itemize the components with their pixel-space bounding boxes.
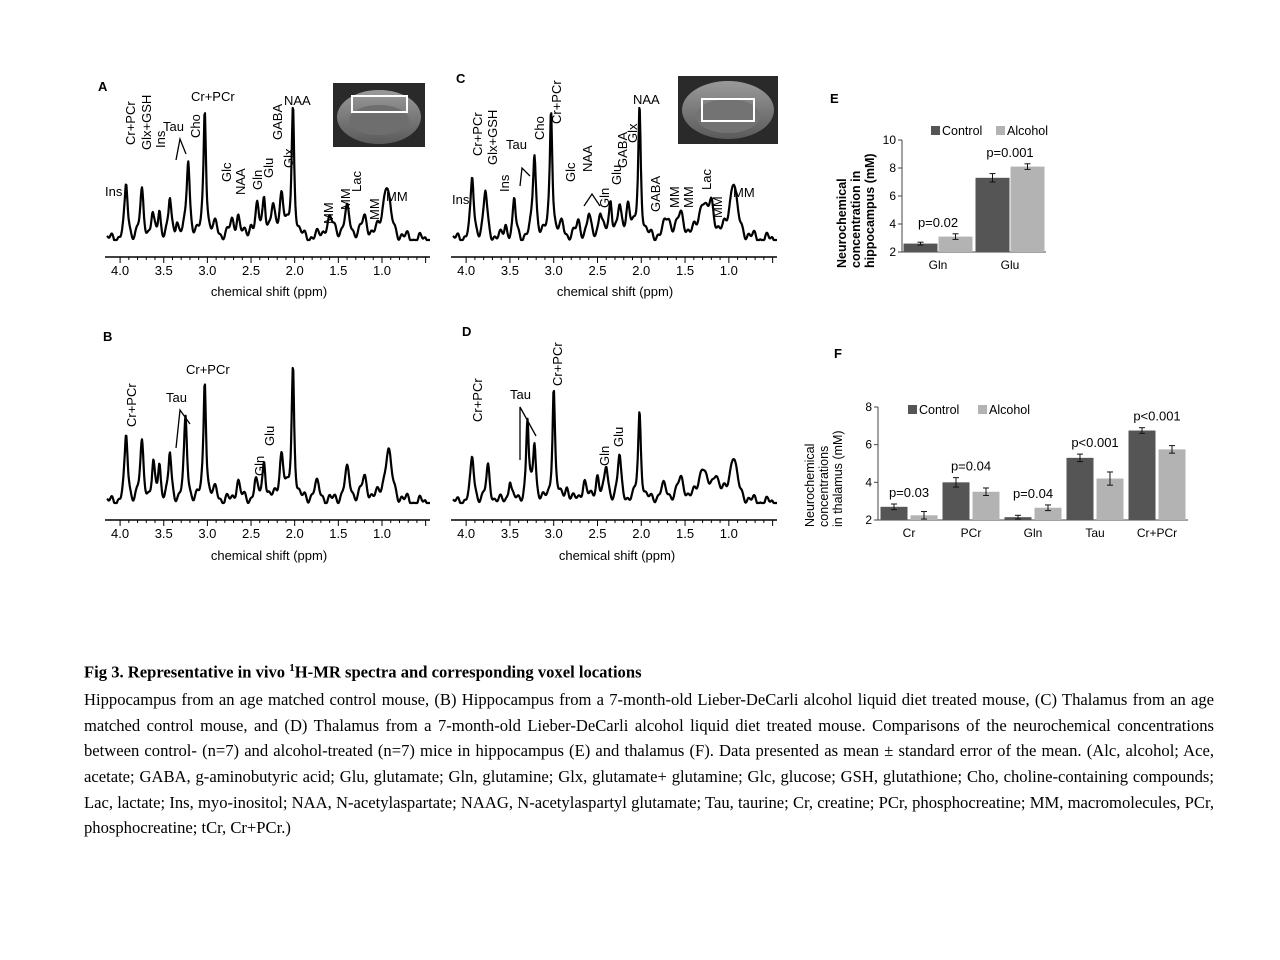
spectrum-a-xlabel: chemical shift (ppm) [210, 284, 328, 299]
panel-letter-c: C [456, 71, 466, 86]
peak-label-gln: Gln [250, 169, 265, 190]
chart-e-ylabel-line-2: concentration in [849, 170, 863, 268]
chart-e-plot [883, 133, 1046, 272]
peak-label-crpcr-top: Cr+PCr [186, 362, 230, 377]
caption-title [84, 656, 1214, 685]
peak-label-mm-1: MM [321, 202, 336, 224]
peak-label-glu: Glu [262, 425, 277, 446]
peak-label-glu: Glu [261, 157, 276, 178]
peak-label-mm-2: MM [681, 186, 696, 208]
peak-label-cho: Cho [188, 114, 203, 138]
peak-label-tau: Tau [510, 387, 531, 402]
chart-f-ylabel-line-3: in thalamus (mM) [831, 430, 845, 527]
peak-labels-b [124, 362, 277, 476]
axis-tick-label: 1.5 [676, 263, 695, 278]
panel-letter-b: B [103, 329, 113, 344]
chart-e-ylabel [835, 153, 877, 268]
voxel-image-hippocampus-control [333, 83, 425, 147]
caption-title-superscript: 1 [289, 662, 295, 674]
panel-letter-f: F [834, 346, 842, 361]
category-label: Gln [928, 258, 948, 272]
bar-control [1067, 458, 1094, 520]
peak-label-crpcr-top: Cr+PCr [550, 342, 565, 386]
peak-label-mm-3: MM [710, 196, 725, 218]
axis-tick-label: 2.5 [588, 263, 607, 278]
axis-tick-label: 2.5 [242, 263, 261, 278]
peak-label-naa-vertical: NAA [233, 168, 248, 195]
peak-label-gaba: GABA [615, 131, 630, 168]
peak-label-mm-3: MM [367, 198, 382, 220]
peak-label-tau: Tau [506, 137, 527, 152]
y-tick-label: 6 [889, 189, 896, 203]
peak-label-ins: Ins [452, 192, 470, 207]
peak-label-glu: Glu [609, 164, 624, 185]
chart-f-ylabel-line-1: Neurochemical [803, 443, 817, 527]
bar-alcohol [1159, 449, 1186, 520]
peak-label-glx-gsh: Glx+GSH [485, 109, 500, 165]
chart-f-legend-swatch-alcohol [978, 405, 987, 414]
axis-tick-label: 4.0 [457, 526, 476, 541]
axis-tick-label: 1.5 [676, 526, 695, 541]
peak-label-mm-1: MM [667, 186, 682, 208]
voxel-image-thalamus-control [678, 76, 778, 144]
axis-tick-label: 2.0 [285, 263, 304, 278]
axis-tick-label: 3.5 [154, 263, 173, 278]
peak-label-crpcr-top: Cr+PCr [549, 80, 564, 124]
y-tick-label: 10 [882, 133, 896, 147]
peak-pointer-tau [520, 168, 530, 186]
chart-e-ylabel-line-1: Neurochemical [835, 178, 849, 268]
chart-f-plot [865, 400, 1188, 540]
p-value-label: p=0.04 [1012, 485, 1054, 501]
peak-label-naa-top: NAA [284, 93, 311, 108]
panel-c [451, 71, 778, 299]
chart-f-ylabel-line-2: concentrations [817, 445, 831, 527]
axis-tick-label: 2.5 [242, 526, 261, 541]
axis-tick-label: 1.0 [372, 526, 392, 541]
axis-tick-label: 1.5 [329, 526, 348, 541]
axis-tick-label: 4.0 [111, 526, 130, 541]
p-value-label: p<0.001 [1071, 435, 1119, 451]
spectrum-d-axis [451, 520, 777, 541]
category-label: Cr+PCr [1136, 526, 1178, 540]
bar-control [943, 482, 970, 520]
axis-tick-label: 2.5 [588, 526, 607, 541]
category-label: Tau [1085, 526, 1105, 540]
chart-e-legend-swatch-control [931, 126, 940, 135]
peak-label-ins-vertical: Ins [153, 130, 168, 148]
y-tick-label: 8 [889, 161, 896, 175]
axis-tick-label: 4.0 [111, 263, 130, 278]
peak-label-cho: Cho [532, 116, 547, 140]
peak-label-tau: Tau [163, 119, 184, 134]
spectrum-c-axis [451, 257, 777, 278]
peak-label-gln: Gln [252, 455, 267, 476]
panel-letter-e: E [830, 91, 839, 106]
category-label: Glu [1000, 258, 1020, 272]
axis-tick-label: 2.0 [632, 263, 651, 278]
peak-label-glu: Glu [611, 426, 626, 447]
bar-chart-e [830, 91, 1048, 272]
peak-label-crpcr: Cr+PCr [470, 378, 485, 422]
bar-chart-f [803, 346, 1188, 540]
spectrum-b-xlabel: chemical shift (ppm) [210, 548, 328, 563]
y-tick-label: 2 [865, 513, 872, 527]
peak-label-gln: Gln [597, 187, 612, 208]
caption-body: Hippocampus from an age matched control mouse, (B) Hippocampus from a 7-month-old Lieber-DeCarli alcohol liquid diet treated mouse, (C) Thalamus from an age matched control mouse, and (D) Thalamus from a 7-month-old Lieber-DeCarli alcohol liquid diet treated mouse. Comparisons of the neurochemical concentrations between control- (n=7) and alcohol-treated (n=7) mice in hippocampus (E) and thalamus (F). Data presented as mean ± standard error of the mean. (Alc, alcohol; Ace, acetate; GABA, g-aminobutyric acid; Glu, glutamate; Gln, glutamine; Glx, glutamate+ glutamine; Glc, glucose; GSH, glutathione; Cho, choline-containing compounds; Lac, lactate; Ins, myo-inositol; NAA, N-acetylaspartate; NAAG, N-acetylaspartyl glutamate; Tau, taurine; Cr, creatine; PCr, phosphocreatine; MM, macromolecules, PCr, phosphocreatine; tCr, Cr+PCr.) [84, 690, 1214, 838]
y-tick-label: 4 [865, 475, 872, 490]
p-value-label: p=0.04 [950, 458, 992, 474]
p-value-label: p=0.02 [917, 214, 959, 230]
category-label: Cr [902, 526, 916, 540]
spectrum-c-xlabel: chemical shift (ppm) [556, 284, 674, 299]
axis-tick-label: 1.0 [719, 263, 738, 278]
y-tick-label: 2 [889, 245, 896, 259]
axis-tick-label: 1.0 [719, 526, 738, 541]
axis-tick-label: 1.5 [329, 263, 348, 278]
chart-e-ylabel-line-3: hippocampus (mM) [863, 153, 877, 268]
axis-tick-label: 2.0 [632, 526, 651, 541]
panel-d [451, 324, 777, 563]
chart-e-legend [931, 124, 1048, 138]
p-value-label: p<0.001 [1133, 408, 1181, 424]
spectrum-a-axis [105, 257, 430, 278]
figure-caption [84, 656, 1214, 841]
y-tick-label: 8 [865, 400, 872, 414]
panel-a [98, 79, 430, 299]
peak-label-mm-4: MM [386, 189, 408, 204]
peak-label-ins-vertical: Ins [497, 174, 512, 192]
peak-labels-d [470, 342, 626, 466]
panel-letter-a: A [98, 79, 108, 94]
peak-label-mm-2: MM [338, 188, 353, 210]
peak-label-glc: Glc [563, 162, 578, 182]
peak-label-lac: Lac [699, 169, 714, 190]
axis-tick-label: 3.5 [500, 526, 519, 541]
chart-e-legend-control: Control [942, 124, 983, 138]
chart-f-legend [908, 403, 1030, 417]
peak-label-crpcr: Cr+PCr [470, 112, 485, 156]
caption-title-prefix: Fig 3. Representative in vivo [84, 662, 290, 682]
peak-label-glc: Glc [219, 162, 234, 182]
peak-label-mm-4: MM [733, 185, 755, 200]
chart-e-legend-alcohol: Alcohol [1007, 124, 1048, 138]
p-value-label: p=0.001 [986, 144, 1034, 160]
peak-label-glx-gsh: Glx+GSH [139, 94, 154, 150]
peak-label-glx: Glx [625, 123, 640, 143]
chart-f-legend-control: Control [919, 403, 960, 417]
peak-label-crpcr-top: Cr+PCr [191, 89, 235, 104]
peak-label-crpcr: Cr+PCr [124, 383, 139, 427]
spectrum-b-axis [105, 520, 430, 541]
panel-b [103, 329, 430, 563]
chart-e-legend-swatch-alcohol [996, 126, 1005, 135]
chart-f-ylabel [803, 430, 845, 527]
chart-f-legend-swatch-control [908, 405, 917, 414]
chart-f-legend-alcohol: Alcohol [989, 403, 1030, 417]
axis-tick-label: 4.0 [457, 263, 476, 278]
peak-label-gln: Gln [597, 445, 612, 466]
axis-tick-label: 3.0 [544, 526, 563, 541]
peak-label-tau: Tau [166, 390, 187, 405]
axis-tick-label: 3.5 [500, 263, 519, 278]
peak-label-crpcr: Cr+PCr [123, 101, 138, 145]
peak-label-gaba-2: GABA [648, 175, 663, 212]
category-label: Gln [1023, 526, 1043, 540]
bar-alcohol [1011, 167, 1045, 252]
bar-control [976, 178, 1010, 252]
axis-tick-label: 3.0 [198, 526, 217, 541]
y-tick-label: 4 [889, 217, 896, 231]
peak-label-gaba: GABA [270, 103, 285, 140]
peak-label-naa-top: NAA [633, 92, 660, 107]
p-value-label: p=0.03 [888, 484, 930, 500]
bar-control [1129, 431, 1156, 520]
category-label: PCr [960, 526, 982, 540]
axis-tick-label: 2.0 [285, 526, 304, 541]
peak-pointer-tau [176, 139, 186, 160]
spectrum-d-xlabel: chemical shift (ppm) [558, 548, 676, 563]
y-tick-label: 6 [865, 437, 872, 452]
peak-label-ins: Ins [105, 184, 123, 199]
peak-label-naa-vertical: NAA [580, 145, 595, 172]
panel-letter-d: D [462, 324, 472, 339]
axis-tick-label: 3.0 [544, 263, 563, 278]
peak-pointer-tau [176, 410, 190, 448]
axis-tick-label: 3.0 [198, 263, 217, 278]
axis-tick-label: 3.5 [154, 526, 173, 541]
axis-tick-label: 1.0 [372, 263, 392, 278]
peak-label-lac: Lac [349, 171, 364, 192]
peak-label-glx: Glx [281, 148, 296, 168]
caption-title-suffix: H-MR spectra and corresponding voxel locations [294, 662, 642, 682]
